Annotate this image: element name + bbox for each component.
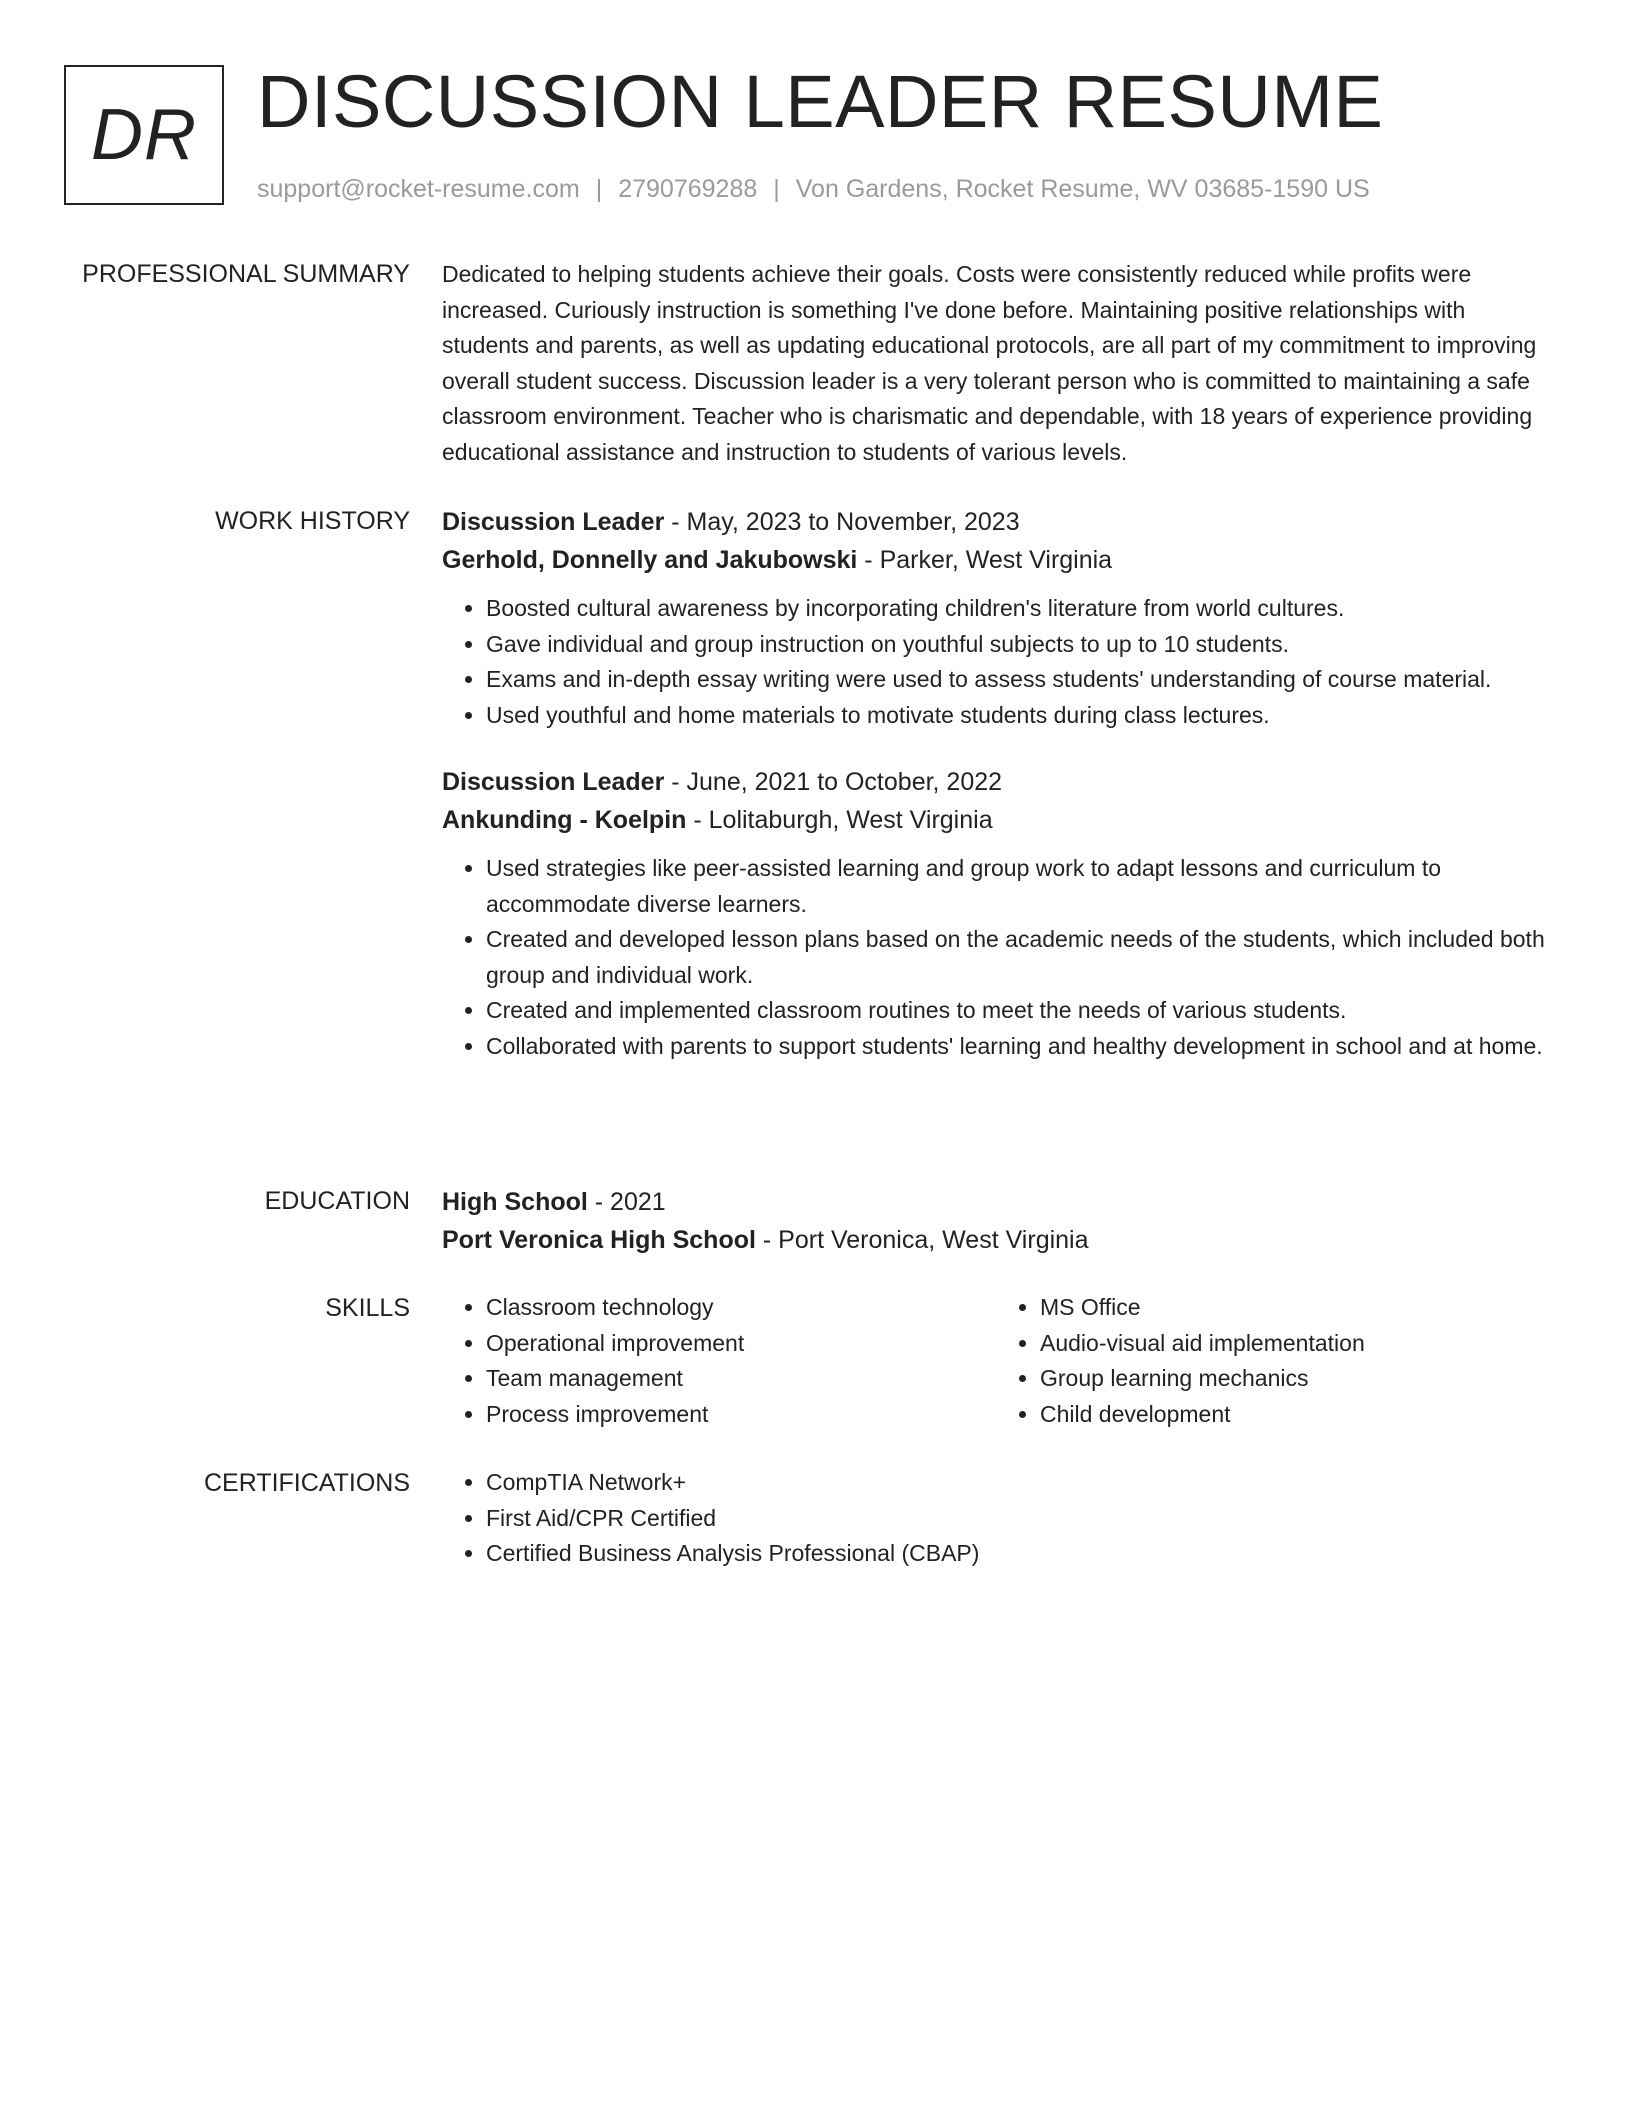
education-degree: High School bbox=[442, 1188, 588, 1216]
job-company: Gerhold, Donnelly and Jakubowski bbox=[442, 546, 858, 574]
section-label-work: WORK HISTORY bbox=[215, 507, 410, 535]
education-degree-line bbox=[442, 1183, 1550, 1221]
education-location: - Port Veronica, West Virginia bbox=[755, 1226, 1089, 1254]
job-title-line bbox=[442, 763, 1550, 801]
list-item: • Process improvement bbox=[486, 1397, 996, 1433]
list-item: • Operational improvement bbox=[486, 1326, 996, 1362]
section-label-skills: SKILLS bbox=[325, 1294, 410, 1322]
skills-column bbox=[442, 1290, 996, 1432]
summary-text: Dedicated to helping students achieve their goals. Costs were consistently reduced while profits were increased. Curiously instruction is something I've done before. Maintaining positive relationships with students and parents, as well as updating educational protocols, are all part of my commitment to improving overall student success. Discussion leader is a very tolerant person who is committed to maintaining a safe classroom environment. Teacher who is charismatic and dependable, with 18 years of experience providing educational assistance and instruction to students of various levels. bbox=[442, 261, 1537, 465]
contact-separator: | bbox=[773, 175, 780, 203]
certifications-body bbox=[442, 1465, 1550, 1572]
job-title: Discussion Leader bbox=[442, 768, 665, 796]
job-dates: - May, 2023 to November, 2023 bbox=[664, 508, 1020, 536]
list-item: • Audio-visual aid implementation bbox=[1040, 1326, 1550, 1362]
skills-column bbox=[996, 1290, 1550, 1432]
job-title-line bbox=[442, 503, 1550, 541]
job-bullet-list bbox=[442, 591, 1550, 733]
monogram-box bbox=[64, 65, 224, 205]
job-company: Ankunding - Koelpin bbox=[442, 806, 687, 834]
certifications-list bbox=[442, 1465, 1550, 1572]
section-label-education: EDUCATION bbox=[264, 1187, 410, 1215]
list-item: • Certified Business Analysis Professional (CBAP) bbox=[486, 1536, 1550, 1572]
list-item: • Classroom technology bbox=[486, 1290, 996, 1326]
job-title: Discussion Leader bbox=[442, 508, 665, 536]
job-company-line bbox=[442, 541, 1550, 579]
list-item: • Created and developed lesson plans based on the academic needs of the students, which included both group and individual work. bbox=[486, 922, 1550, 993]
education-body bbox=[442, 1183, 1550, 1259]
job-location: - Lolitaburgh, West Virginia bbox=[686, 806, 993, 834]
education-school-line bbox=[442, 1221, 1550, 1259]
job-entry bbox=[442, 763, 1550, 1064]
contact-phone: 2790769288 bbox=[618, 175, 758, 203]
job-location: - Parker, West Virginia bbox=[857, 546, 1113, 574]
work-body bbox=[442, 503, 1550, 1064]
section-label-certifications: CERTIFICATIONS bbox=[203, 1469, 410, 1497]
contact-email: support@rocket-resume.com bbox=[257, 175, 580, 203]
job-company-line bbox=[442, 801, 1550, 839]
section-label-summary: PROFESSIONAL SUMMARY bbox=[82, 260, 410, 288]
job-bullet-list bbox=[442, 851, 1550, 1064]
list-item: • Child development bbox=[1040, 1397, 1550, 1433]
list-item: • Exams and in-depth essay writing were used to assess students' understanding of course material. bbox=[486, 662, 1550, 698]
education-year: - 2021 bbox=[587, 1188, 666, 1216]
list-item: • Boosted cultural awareness by incorporating children's literature from world cultures. bbox=[486, 591, 1550, 627]
list-item: • Used strategies like peer-assisted learning and group work to adapt lessons and curriculum to accommodate diverse learners. bbox=[486, 851, 1550, 922]
job-entry bbox=[442, 503, 1550, 733]
list-item: • CompTIA Network+ bbox=[486, 1465, 1550, 1501]
list-item: • Collaborated with parents to support students' learning and healthy development in school and at home. bbox=[486, 1029, 1550, 1065]
contact-line bbox=[257, 172, 1370, 206]
list-item: • Used youthful and home materials to motivate students during class lectures. bbox=[486, 698, 1550, 734]
list-item: • Group learning mechanics bbox=[1040, 1361, 1550, 1397]
monogram-initials: DR bbox=[91, 95, 197, 175]
contact-separator: | bbox=[595, 175, 603, 203]
summary-body bbox=[442, 257, 1550, 470]
contact-address: Von Gardens, Rocket Resume, WV 03685-1590 US bbox=[795, 175, 1370, 203]
list-item: • Gave individual and group instruction on youthful subjects to up to 10 students. bbox=[486, 627, 1550, 663]
list-item: • Created and implemented classroom routines to meet the needs of various students. bbox=[486, 993, 1550, 1029]
education-school: Port Veronica High School bbox=[442, 1226, 756, 1254]
page-title: DISCUSSION LEADER RESUME bbox=[257, 60, 1384, 143]
list-item: • MS Office bbox=[1040, 1290, 1550, 1326]
job-dates: - June, 2021 to October, 2022 bbox=[664, 768, 1003, 796]
list-item: • Team management bbox=[486, 1361, 996, 1397]
list-item: • First Aid/CPR Certified bbox=[486, 1501, 1550, 1537]
skills-grid bbox=[442, 1290, 1550, 1432]
skills-body bbox=[442, 1290, 1550, 1432]
